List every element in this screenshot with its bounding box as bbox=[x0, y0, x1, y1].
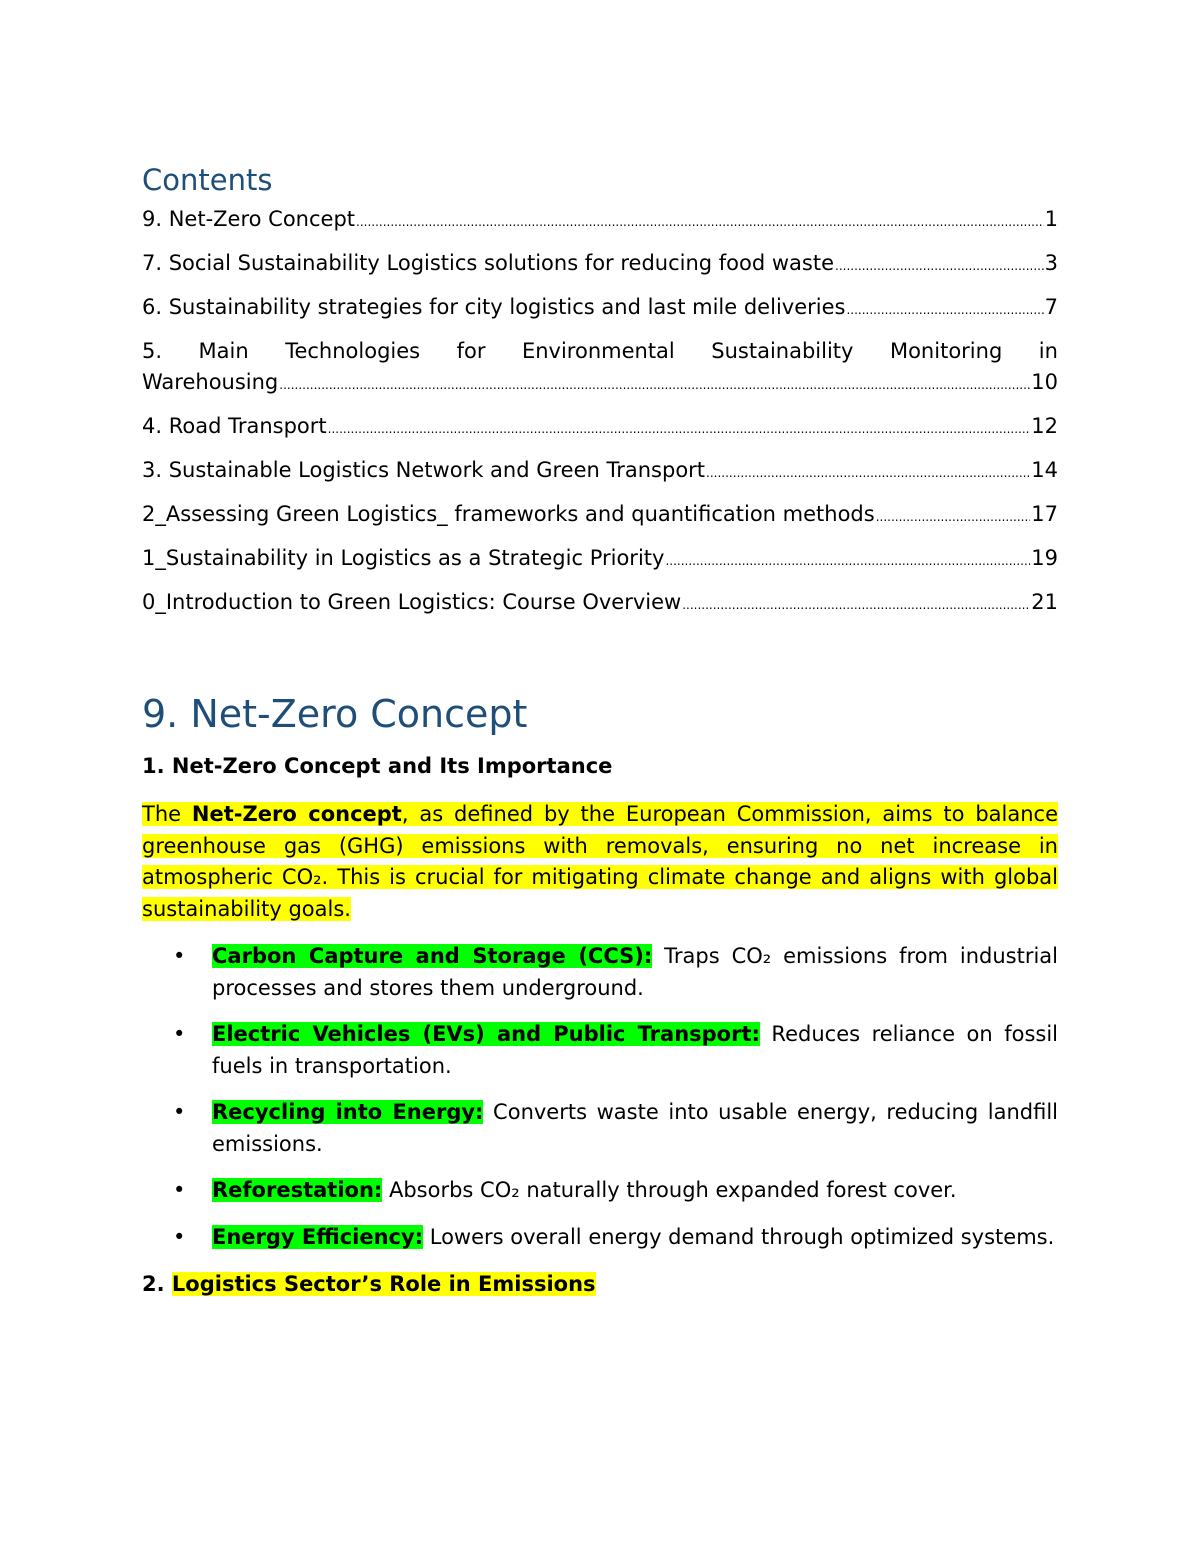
toc-entry[interactable] bbox=[142, 455, 1058, 489]
toc-page-number: 3 bbox=[1044, 251, 1058, 275]
toc-entry[interactable] bbox=[142, 248, 1058, 282]
list-item bbox=[142, 1019, 1058, 1082]
toc-entry-text: 2_Assessing Green Logistics_ frameworks and quantification methods bbox=[142, 502, 875, 526]
toc-word: Monitoring bbox=[889, 339, 1003, 363]
toc-word: Environmental bbox=[521, 339, 675, 363]
toc-entry-text: 4. Road Transport bbox=[142, 414, 327, 438]
toc-word: in bbox=[1038, 339, 1058, 363]
bullet-icon: • bbox=[173, 1022, 186, 1046]
list-item bbox=[142, 1175, 1058, 1207]
toc-entry[interactable] bbox=[142, 499, 1058, 533]
toc-entry[interactable] bbox=[142, 292, 1058, 326]
toc-leader-dots bbox=[846, 292, 1043, 326]
toc-page-number: 19 bbox=[1031, 546, 1058, 570]
toc-page-number: 14 bbox=[1031, 458, 1058, 482]
subsection-title: Logistics Sector’s Role in Emissions bbox=[171, 1272, 596, 1296]
bullet-icon: • bbox=[173, 1224, 186, 1249]
toc-leader-dots bbox=[876, 499, 1031, 533]
toc-page-number: 10 bbox=[1031, 370, 1058, 394]
toc-entry-text: 6. Sustainability strategies for city logistics and last mile deliveries bbox=[142, 295, 846, 319]
toc-page-number: 21 bbox=[1031, 590, 1058, 614]
toc-entry-line1 bbox=[142, 336, 1058, 367]
bullet-label: Carbon Capture and Storage (CCS): bbox=[212, 944, 653, 968]
toc-title: Contents bbox=[142, 163, 273, 197]
bullet-label: Electric Vehicles (EVs) and Public Transport: bbox=[212, 1022, 760, 1046]
bullet-text: Traps CO₂ emissions from industrial processes and stores them underground. bbox=[212, 944, 1058, 1000]
intro-highlight bbox=[142, 802, 1058, 921]
intro-after: , as defined by the European Commission, aims to balance greenhouse gas (GHG) emissions with removals, ensuring no net increase in atmospheric CO₂. This is crucial for mitigating climate change and aligns with global sustainability goals. bbox=[142, 802, 1059, 921]
toc-entry-text: 9. Net-Zero Concept bbox=[142, 207, 356, 231]
subsection-heading bbox=[142, 1269, 1058, 1299]
bullet-icon: • bbox=[173, 944, 186, 968]
bullet-icon: • bbox=[173, 1178, 186, 1202]
bullet-text: Absorbs CO₂ naturally through expanded forest cover. bbox=[382, 1178, 957, 1202]
bullet-list bbox=[142, 941, 1058, 1253]
list-item bbox=[142, 1097, 1058, 1160]
section-heading: 9. Net-Zero Concept bbox=[142, 692, 528, 736]
toc-leader-dots bbox=[279, 367, 1030, 401]
toc-word: Sustainability bbox=[711, 339, 854, 363]
list-item bbox=[142, 941, 1058, 1004]
list-item bbox=[142, 1222, 1058, 1254]
toc-entry[interactable] bbox=[142, 587, 1058, 621]
toc-word: for bbox=[456, 339, 486, 363]
toc-entry-text: Warehousing bbox=[142, 370, 279, 394]
toc-entry[interactable] bbox=[142, 411, 1058, 445]
toc-entry-line2 bbox=[142, 367, 1058, 401]
toc-entry-text: 3. Sustainable Logistics Network and Green Transport bbox=[142, 458, 706, 482]
toc-leader-dots bbox=[706, 455, 1030, 489]
toc-page-number: 1 bbox=[1044, 207, 1058, 231]
subsection-heading: 1. Net-Zero Concept and Its Importance bbox=[142, 754, 613, 778]
toc-entry-text: 0_Introduction to Green Logistics: Course Overview bbox=[142, 590, 682, 614]
bullet-icon: • bbox=[173, 1100, 186, 1124]
toc-leader-dots bbox=[328, 411, 1031, 445]
toc-entry-text: 7. Social Sustainability Logistics solutions for reducing food waste bbox=[142, 251, 835, 275]
toc-entry[interactable] bbox=[142, 543, 1058, 577]
toc-word: Main bbox=[198, 339, 249, 363]
toc-entry[interactable] bbox=[142, 336, 1058, 401]
toc-leader-dots bbox=[835, 248, 1044, 282]
toc-entry-text: 1_Sustainability in Logistics as a Strategic Priority bbox=[142, 546, 665, 570]
bullet-text: Lowers overall energy demand through optimized systems. bbox=[423, 1224, 1055, 1249]
toc-word: 5. bbox=[142, 339, 163, 363]
toc-leader-dots bbox=[665, 543, 1030, 577]
subsection-number: 2. bbox=[142, 1272, 172, 1296]
bullet-text: Reduces reliance on fossil fuels in transportation. bbox=[212, 1022, 1058, 1078]
toc-page-number: 7 bbox=[1044, 295, 1058, 319]
bullet-label: Reforestation: bbox=[212, 1178, 383, 1202]
toc-page-number: 17 bbox=[1031, 502, 1058, 526]
document-page bbox=[142, 160, 1058, 1299]
bullet-text: Converts waste into usable energy, reducing landfill emissions. bbox=[212, 1100, 1058, 1156]
bullet-label: Energy Efficiency: bbox=[212, 1224, 424, 1249]
toc-leader-dots bbox=[682, 587, 1030, 621]
toc-word: Technologies bbox=[285, 339, 421, 363]
bullet-label: Recycling into Energy: bbox=[212, 1100, 484, 1124]
intro-bold-term: Net-Zero concept bbox=[191, 802, 402, 826]
toc-entry[interactable] bbox=[142, 204, 1058, 238]
toc-leader-dots bbox=[356, 204, 1044, 238]
toc-page-number: 12 bbox=[1031, 414, 1058, 438]
intro-before: The bbox=[142, 802, 192, 826]
intro-paragraph bbox=[142, 799, 1058, 925]
